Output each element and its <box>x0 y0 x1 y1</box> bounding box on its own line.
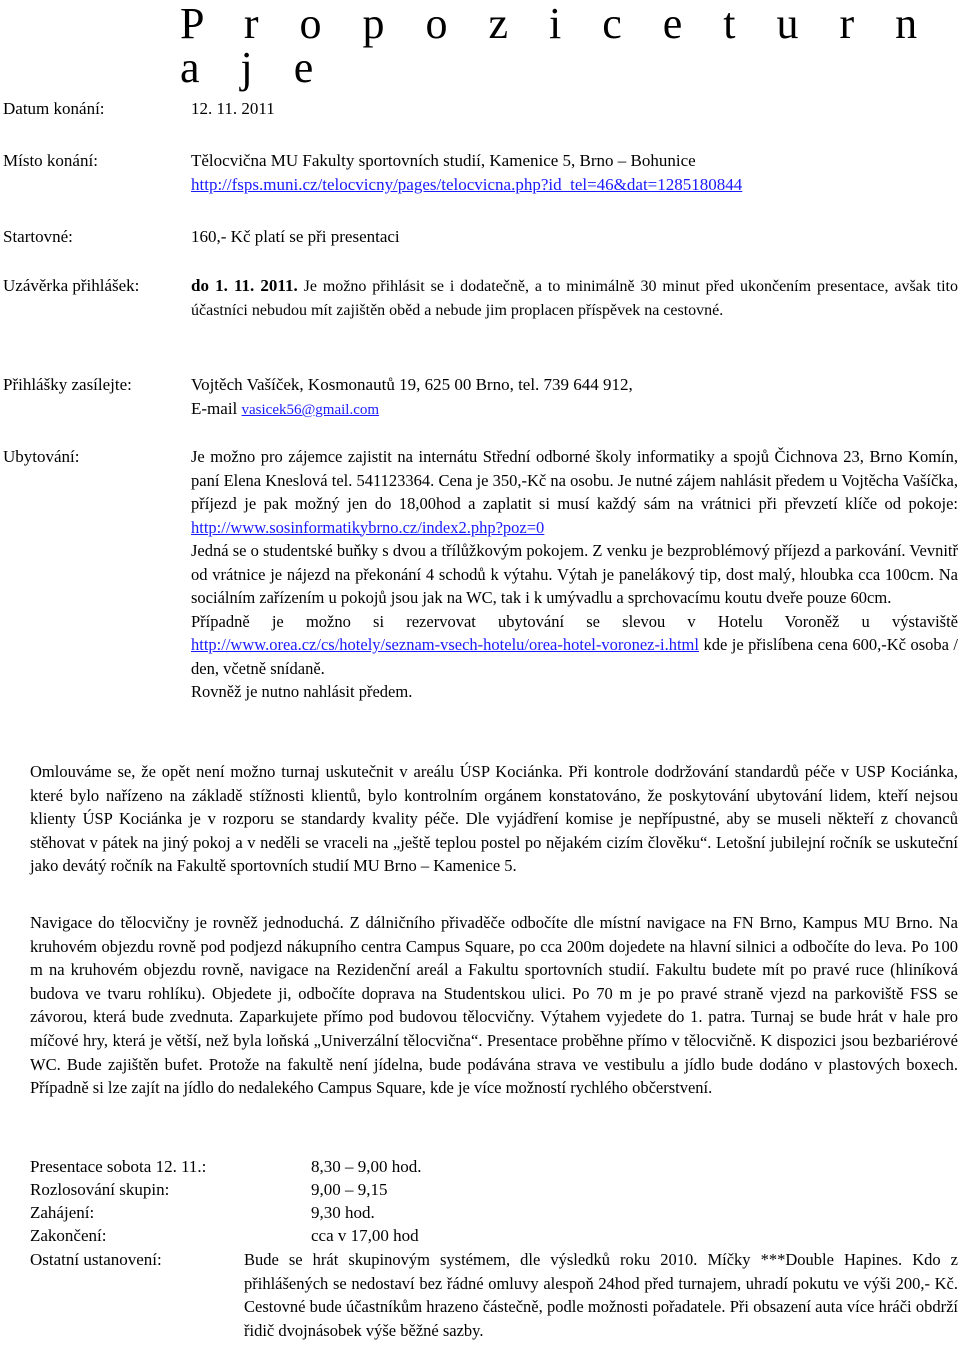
email-prefix: E-mail <box>191 399 238 418</box>
navigace-paragraph: Navigace do tělocvičny je rovněž jednoduchá. Z dálničního přivaděče odbočíte dle místní navigace na FN Brno, Kampus MU Brno. Na kruhovém objezdu rovně pod podjezd nákupního centra Campus Square, po cca 200m dojedete na hlavní silnici a odbočíte do leva. Po 100 m na kruhovém objezdu rovně, navigace na Rezidenční areál a Fakultu sportovních studií. Fakultu budete mít po pravé ruce (hliníková budova ve tvaru rohlíku). Objedete ji, odbočíte doprava na Studentskou ulici. Po 70 m je po pravé straně vjezd na parkoviště FSS se závorou, která bude zvednuta. Zaparkujete přímo pod budovou tělocvičny. Výtahem vyjedete do 1. patra. Turnaj se bude hrát v hale pro míčové hry, která je větší, než byla loňská „Univerzální tělocvična“. Presentace proběhne přímo v tělocvičně. K dispozici jsou bezbariérové WC. Bude zajištěn bufet. Protože na fakultě není jídelna, bude podávána strava ve vestibulu a jídlo bude dodáno v plastových boxech. Případně si lze zajít na jídlo do nedalekého Campus Square, kde je více možností rychlého občerstvení. <box>30 913 958 1098</box>
ubytovani-p3a: Případně je možno si rezervovat ubytování se slevou v Hotelu Voroněž u výstaviště <box>191 611 958 631</box>
ubytovani-label: Ubytování: <box>3 447 80 466</box>
prihlasky-value: Vojtěch Vašíček, Kosmonautů 19, 625 00 Brno, tel. 739 644 912, <box>191 375 633 394</box>
uzaverka-text: Je možno přihlásit se i dodatečně, a to minimálně 30 minut před ukončením presentace, avšak tito účastníci nebudou mít zajištěn oběd a nebude jim proplacen příspěvek na cestovné. <box>191 278 958 319</box>
uzaverka-bold: do 1. 11. 2011. <box>191 276 298 295</box>
schedule-label-3: Zahájení: <box>30 1203 95 1222</box>
orea-link[interactable]: http://www.orea.cz/cs/hotely/seznam-vsech-hotelu/orea-hotel-voronez-i.html <box>191 635 699 654</box>
misto-value: Tělocvična MU Fakulty sportovních studií, Kamenice 5, Brno – Bohunice <box>191 151 696 170</box>
omluva-paragraph: Omlouváme se, že opět není možno turnaj uskutečnit v areálu ÚSP Kociánka. Při kontrole dodržování standardů péče v USP Kociánka, které bylo nařízeno na základě stížnosti klientů, bylo kontrolním orgánem konstatováno, že poskytování ubytování lidem, kteří nejsou klienty ÚSP Kociánka je v rozporu se standardy kvality péče. Dle vyjádření komise je nepřípustné, aby se museli někteří z chovanců stěhovat v pátek na jiný pokoj a v neděli se vraceli na „ještě teplou postel po nějakém cizím člověku“. Letošní jubilejní ročník se uskuteční jako devátý ročník na Fakultě sportovních studií MU Brno – Kamenice 5. <box>30 762 958 875</box>
schedule-value-2: 9,00 – 9,15 <box>311 1180 388 1199</box>
schedule-value-4: cca v 17,00 hod <box>311 1226 419 1245</box>
startovne-label: Startovné: <box>3 227 73 246</box>
page-title: P r o p o z i c e t u r n a j e <box>180 0 933 92</box>
ubytovani-p2: Jedná se o studentské buňky s dvou a třílůžkovým pokojem. Z venku je bezproblémový příjezd a parkování. Vevnitř od vrátnice je nájezd na překonání 4 schodů k výtahu. Výtah je panelákový tip, dost malý, hloubka cca 100cm. Na sociálním zařízením u pokojů jsou jak na WC, tak i k umývadlu a sprchovacímu koutu dveře pouze 60cm. <box>191 541 958 607</box>
sos-link[interactable]: http://www.sosinformatikybrno.cz/index2.php?poz=0 <box>191 517 545 537</box>
datum-value: 12. 11. 2011 <box>191 99 275 118</box>
schedule-label-4: Zakončení: <box>30 1226 107 1245</box>
schedule-label-2: Rozlosování skupin: <box>30 1180 170 1199</box>
ubytovani-p4: Rovněž je nutno nahlásit předem. <box>191 682 413 701</box>
ostatni-paragraph: Bude se hrát skupinovým systémem, dle výsledků roku 2010. Míčky ***Double Hapines. Kdo z přihlášených se nedostaví bez řádné omluvy alespoň 24hod před turnajem, uhradí pokutu ve výši 200,- Kč. Cestovné bude účastníkům hrazeno částečně, podle možnosti pořadatele. Při obsazení auta více hráči obdrží řidič dvojnásobek výše běžné sazby. <box>244 1250 958 1340</box>
ubytovani-p3b: kde je přislíbena cena 600,-Kč osoba / den, včetně snídaně. <box>191 635 958 678</box>
startovne-value: 160,- Kč platí se při presentaci <box>191 227 400 246</box>
email-link[interactable]: vasicek56@gmail.com <box>241 402 380 418</box>
misto-link[interactable]: http://fsps.muni.cz/telocvicny/pages/telocvicna.php?id_tel=46&dat=1285180844 <box>191 175 743 194</box>
prihlasky-label: Přihlášky zasílejte: <box>3 375 132 394</box>
datum-label: Datum konání: <box>3 99 105 118</box>
schedule-label-1: Presentace sobota 12. 11.: <box>30 1157 207 1176</box>
schedule-value-3: 9,30 hod. <box>311 1203 375 1222</box>
ubytovani-paragraph <box>191 445 958 704</box>
misto-label: Místo konání: <box>3 151 98 170</box>
schedule-value-1: 8,30 – 9,00 hod. <box>311 1157 422 1176</box>
uzaverka-label: Uzávěrka přihlášek: <box>3 276 140 295</box>
uzaverka-paragraph <box>191 274 958 322</box>
ubytovani-p1: Je možno pro zájemce zajistit na internátu Střední odborné školy informatiky a spojů Čichnova 23, Brno Komín, paní Elena Kneslová tel. 541123364. Cena je 350,-Kč na osobu. Je nutné zájem nahlásit předem u Vojtěcha Vašíčka, příjezd je pak možný jen do 18,00hod a zaplatit si musí každý sám na vrátnici při převzetí klíče od pokoje: <box>191 447 958 513</box>
ostatni-label: Ostatní ustanovení: <box>30 1250 162 1269</box>
